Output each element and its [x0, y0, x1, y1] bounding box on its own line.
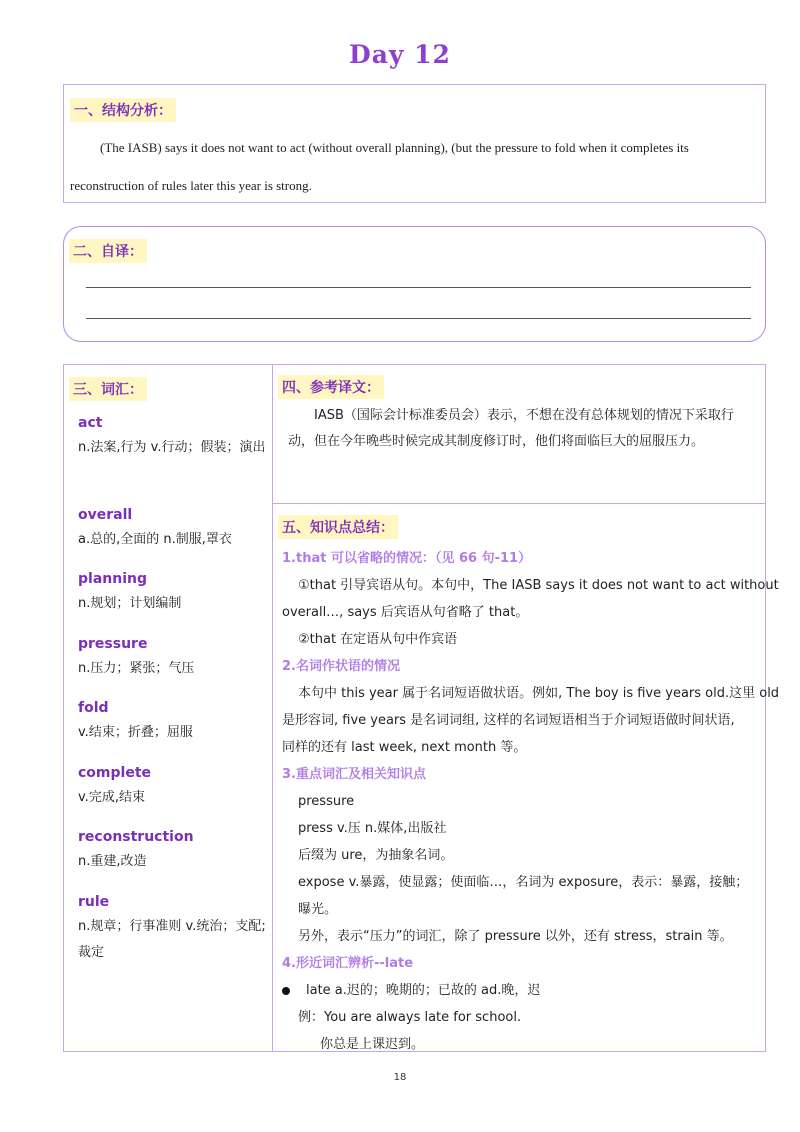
summary-line: ②that 在定语从句中作宾语: [298, 632, 458, 647]
summary-line: 是形容词, five years 是名词词组, 这样的名词短语相当于介词短语做时间状语,: [282, 713, 735, 728]
analysis-line-1: (The IASB) says it does not want to act (without overall planning), (but the pressure to fold when it completes its: [100, 140, 689, 155]
vocab-item: [78, 894, 268, 966]
summary-line: press v.压 n.媒体,出版社: [298, 821, 447, 836]
structure-analysis-box: [63, 84, 766, 203]
bullet-icon: [282, 987, 290, 995]
knowledge-summary-heading: 五、知识点总结：: [278, 515, 398, 539]
summary-line: 例：You are always late for school.: [298, 1010, 522, 1025]
reference-translation-heading: 四、参考译文：: [278, 375, 384, 399]
summary-line: 另外，表示“压力”的词汇，除了 pressure 以外，还有 stress，strain 等。: [298, 929, 733, 944]
vocab-word: act: [78, 415, 103, 431]
summary-line: 后缀为 ure，为抽象名词。: [298, 848, 454, 863]
vocab-definition: n.重建,改造: [78, 854, 147, 869]
summary-subheading: 2.名词作状语的情况: [282, 659, 400, 674]
vocab-item: [78, 829, 194, 875]
knowledge-summary: [282, 545, 780, 1058]
vocab-definition: n.压力；紧张；气压: [78, 661, 195, 676]
vocab-word: complete: [78, 765, 152, 781]
vocab-definition: n.规划；计划编制: [78, 596, 182, 611]
summary-line: overall…, says 后宾语从句省略了 that。: [282, 605, 529, 620]
summary-subheading: 4.形近词汇辨析--late: [282, 956, 414, 971]
summary-subheading: 3.重点词汇及相关知识点: [282, 767, 426, 782]
vocab-definition: n.规章；行事准则 v.统治；支配;裁定: [78, 919, 266, 960]
vocabulary-heading: 三、词汇：: [69, 377, 147, 401]
analysis-line-2: reconstruction of rules later this year is strong.: [70, 178, 312, 193]
writing-line-1: [86, 287, 751, 288]
vocab-word: rule: [78, 894, 110, 910]
summary-line: expose v.暴露，使显露；使面临…，名词为 exposure，表示：暴露，接触；: [298, 875, 749, 890]
vocab-word: planning: [78, 571, 147, 587]
vocab-item: [78, 765, 151, 811]
summary-line: 你总是上课迟到。: [320, 1037, 425, 1052]
structure-analysis-heading: 一、结构分析：: [70, 98, 176, 122]
page-title: Day 12: [349, 40, 451, 69]
row-divider: [272, 503, 765, 504]
vocab-word: overall: [78, 507, 133, 523]
vocab-word: reconstruction: [78, 829, 194, 845]
summary-line: 本句中 this year 属于名词短语做状语。例如, The boy is five years old.这里 old: [298, 686, 780, 701]
summary-line: pressure: [298, 794, 355, 809]
page-number: 18: [393, 1072, 407, 1083]
summary-line: 同样的还有 last week, next month 等。: [282, 740, 527, 755]
column-divider: [272, 365, 273, 1051]
vocab-word: pressure: [78, 636, 148, 652]
vocab-definition: v.完成,结束: [78, 790, 145, 805]
study-notes-box: [63, 364, 780, 1052]
summary-line: ①that 引导宾语从句。本句中，The IASB says it does not want to act without: [298, 578, 779, 593]
vocab-definition: n.法案,行为 v.行动；假装；演出: [78, 440, 266, 455]
summary-subheading: 1.that 可以省略的情况：（见 66 句-11）: [282, 551, 532, 566]
self-translation-heading: 二、自译：: [69, 239, 147, 263]
vocab-definition: a.总的,全面的 n.制服,罩衣: [78, 532, 232, 547]
vocab-item: [78, 507, 232, 553]
summary-line: late a.迟的；晚期的；已故的 ad.晚，迟: [306, 983, 541, 998]
writing-line-2: [86, 318, 751, 319]
summary-line: 曝光。: [298, 902, 338, 917]
vocab-item: [78, 700, 193, 746]
vocab-item: [78, 571, 181, 617]
self-translation-box: [63, 226, 766, 342]
vocab-definition: v.结束；折叠；屈服: [78, 725, 193, 740]
vocab-item: [78, 415, 265, 461]
vocab-word: fold: [78, 700, 109, 716]
reference-translation-text: IASB（国际会计标准委员会）表示，不想在没有总体规划的情况下采取行动，但在今年晚些时候完成其制度修订时，他们将面临巨大的屈服压力。: [288, 408, 734, 449]
summary-bullet-line: [282, 977, 760, 1004]
vocab-item: [78, 636, 194, 682]
